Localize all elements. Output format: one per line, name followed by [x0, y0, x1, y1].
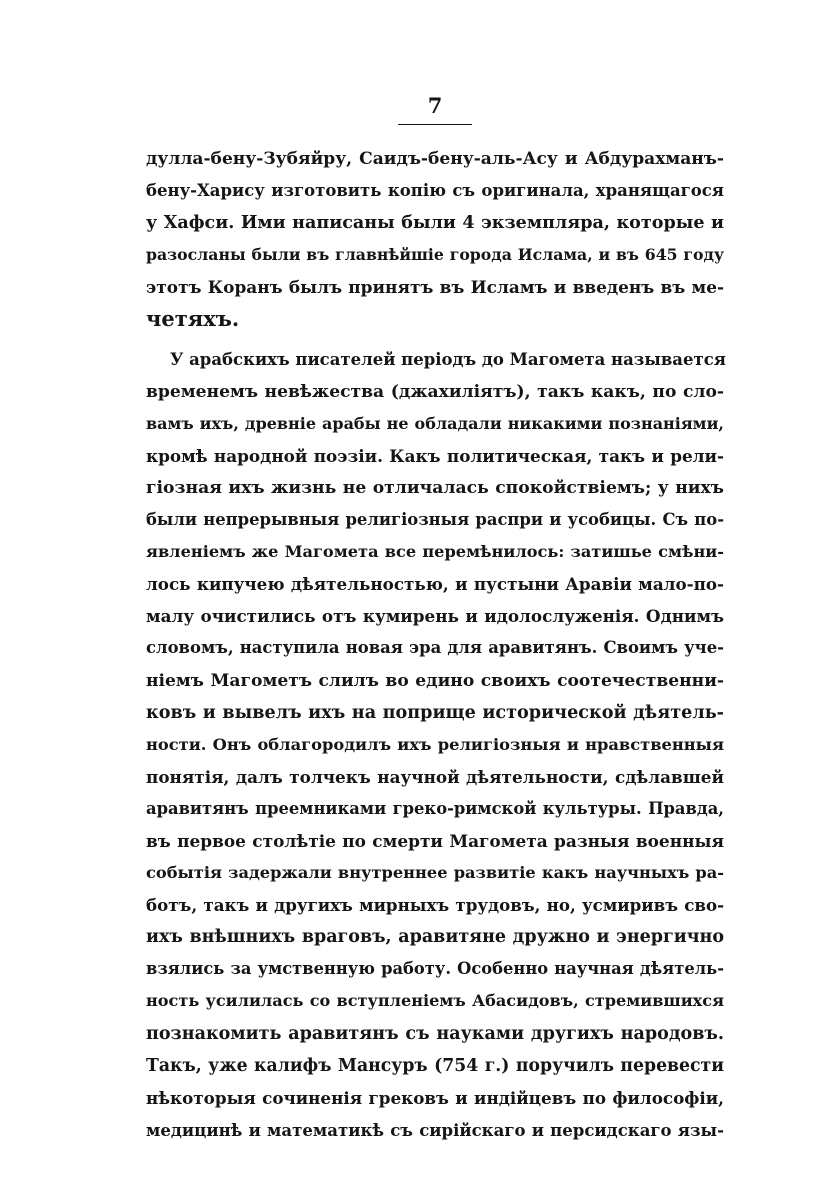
- text-line: въ первое столѣтіе по смерти Магомета разныя военныя: [146, 830, 724, 851]
- text-line: нѣкоторыя сочиненія грековъ и индійцевъ по философіи,: [146, 1087, 724, 1108]
- text-line: медицинѣ и математикѣ съ сирійскаго и персидскаго язы-: [146, 1119, 724, 1140]
- text-line: разосланы были въ главнѣйшіе города Ислама, и въ 645 году: [146, 245, 724, 265]
- text-line: событія задержали внутреннее развитіе какъ научныхъ ра-: [146, 863, 724, 883]
- body-text: [146, 143, 724, 1146]
- text-line: бену-Харису изготовить копію съ оригинала, хранящагося: [146, 181, 724, 201]
- text-line: ботъ, такъ и другихъ мирныхъ трудовъ, но, усмиривъ сво-: [146, 895, 724, 916]
- text-line: словомъ, наступила новая эра для аравитянъ. Своимъ уче-: [146, 638, 724, 658]
- text-line: дулла-бену-Зубяйру, Саидъ-бену-аль-Асу и Абдурахманъ-: [146, 149, 724, 169]
- page-number: 7: [427, 93, 443, 118]
- paragraph-gap: [146, 336, 724, 344]
- text-line: ніемъ Магометъ слилъ во едино своихъ соотечественни-: [146, 670, 724, 691]
- text-line: Такъ, уже калифъ Мансуръ (754 г.) поручилъ перевести: [146, 1055, 724, 1076]
- text-line: временемъ невѣжества (джахиліятъ), такъ какъ, по сло-: [146, 381, 724, 402]
- paragraph-2: [146, 344, 724, 1146]
- text-line: гіозная ихъ жизнь не отличалась спокойствіемъ; у нихъ: [146, 477, 724, 498]
- text-line: познакомить аравитянъ съ науками другихъ народовъ.: [146, 1023, 724, 1044]
- text-line: вамъ ихъ, древніе арабы не обладали никакими познаніями,: [146, 413, 724, 433]
- text-line: ности. Онъ облагородилъ ихъ религіозныя и нравственныя: [146, 734, 724, 754]
- text-line: были непрерывныя религіозныя распри и усобицы. Съ по-: [146, 510, 724, 530]
- text-line: лось кипучею дѣятельностью, и пустыни Аравіи мало-по-: [146, 574, 724, 595]
- text-line: малу очистились отъ кумирень и идолослуженія. Однимъ: [146, 606, 724, 627]
- text-line: кромѣ народной поэзіи. Какъ политическая, такъ и рели-: [146, 445, 724, 466]
- text-line: ность усилилась со вступленіемъ Абасидовъ, стремившихся: [146, 991, 724, 1011]
- text-line: у Хафси. Ими написаны были 4 экземпляра, которые и: [146, 213, 724, 234]
- text-line: У арабскихъ писателей періодъ до Магомета называется: [170, 349, 726, 369]
- text-line: явленіемъ же Магомета все перемѣнилось: затишье смѣни-: [146, 542, 724, 562]
- text-line: ковъ и вывелъ ихъ на поприще исторической дѣятель-: [146, 701, 724, 723]
- header-rule: [398, 124, 472, 125]
- text-line: понятія, далъ толчекъ научной дѣятельности, сдѣлавшей: [146, 766, 724, 787]
- text-line: этотъ Коранъ былъ принятъ въ Исламъ и введенъ въ ме-: [146, 277, 724, 298]
- text-line: взялись за умственную работу. Особенно научная дѣятель-: [146, 959, 724, 979]
- text-line: четяхъ.: [146, 306, 240, 332]
- text-line: аравитянъ преемниками греко-римской культуры. Правда,: [146, 798, 724, 818]
- paragraph-1: [146, 143, 724, 336]
- text-line: ихъ внѣшнихъ враговъ, аравитяне дружно и энергично: [146, 927, 724, 948]
